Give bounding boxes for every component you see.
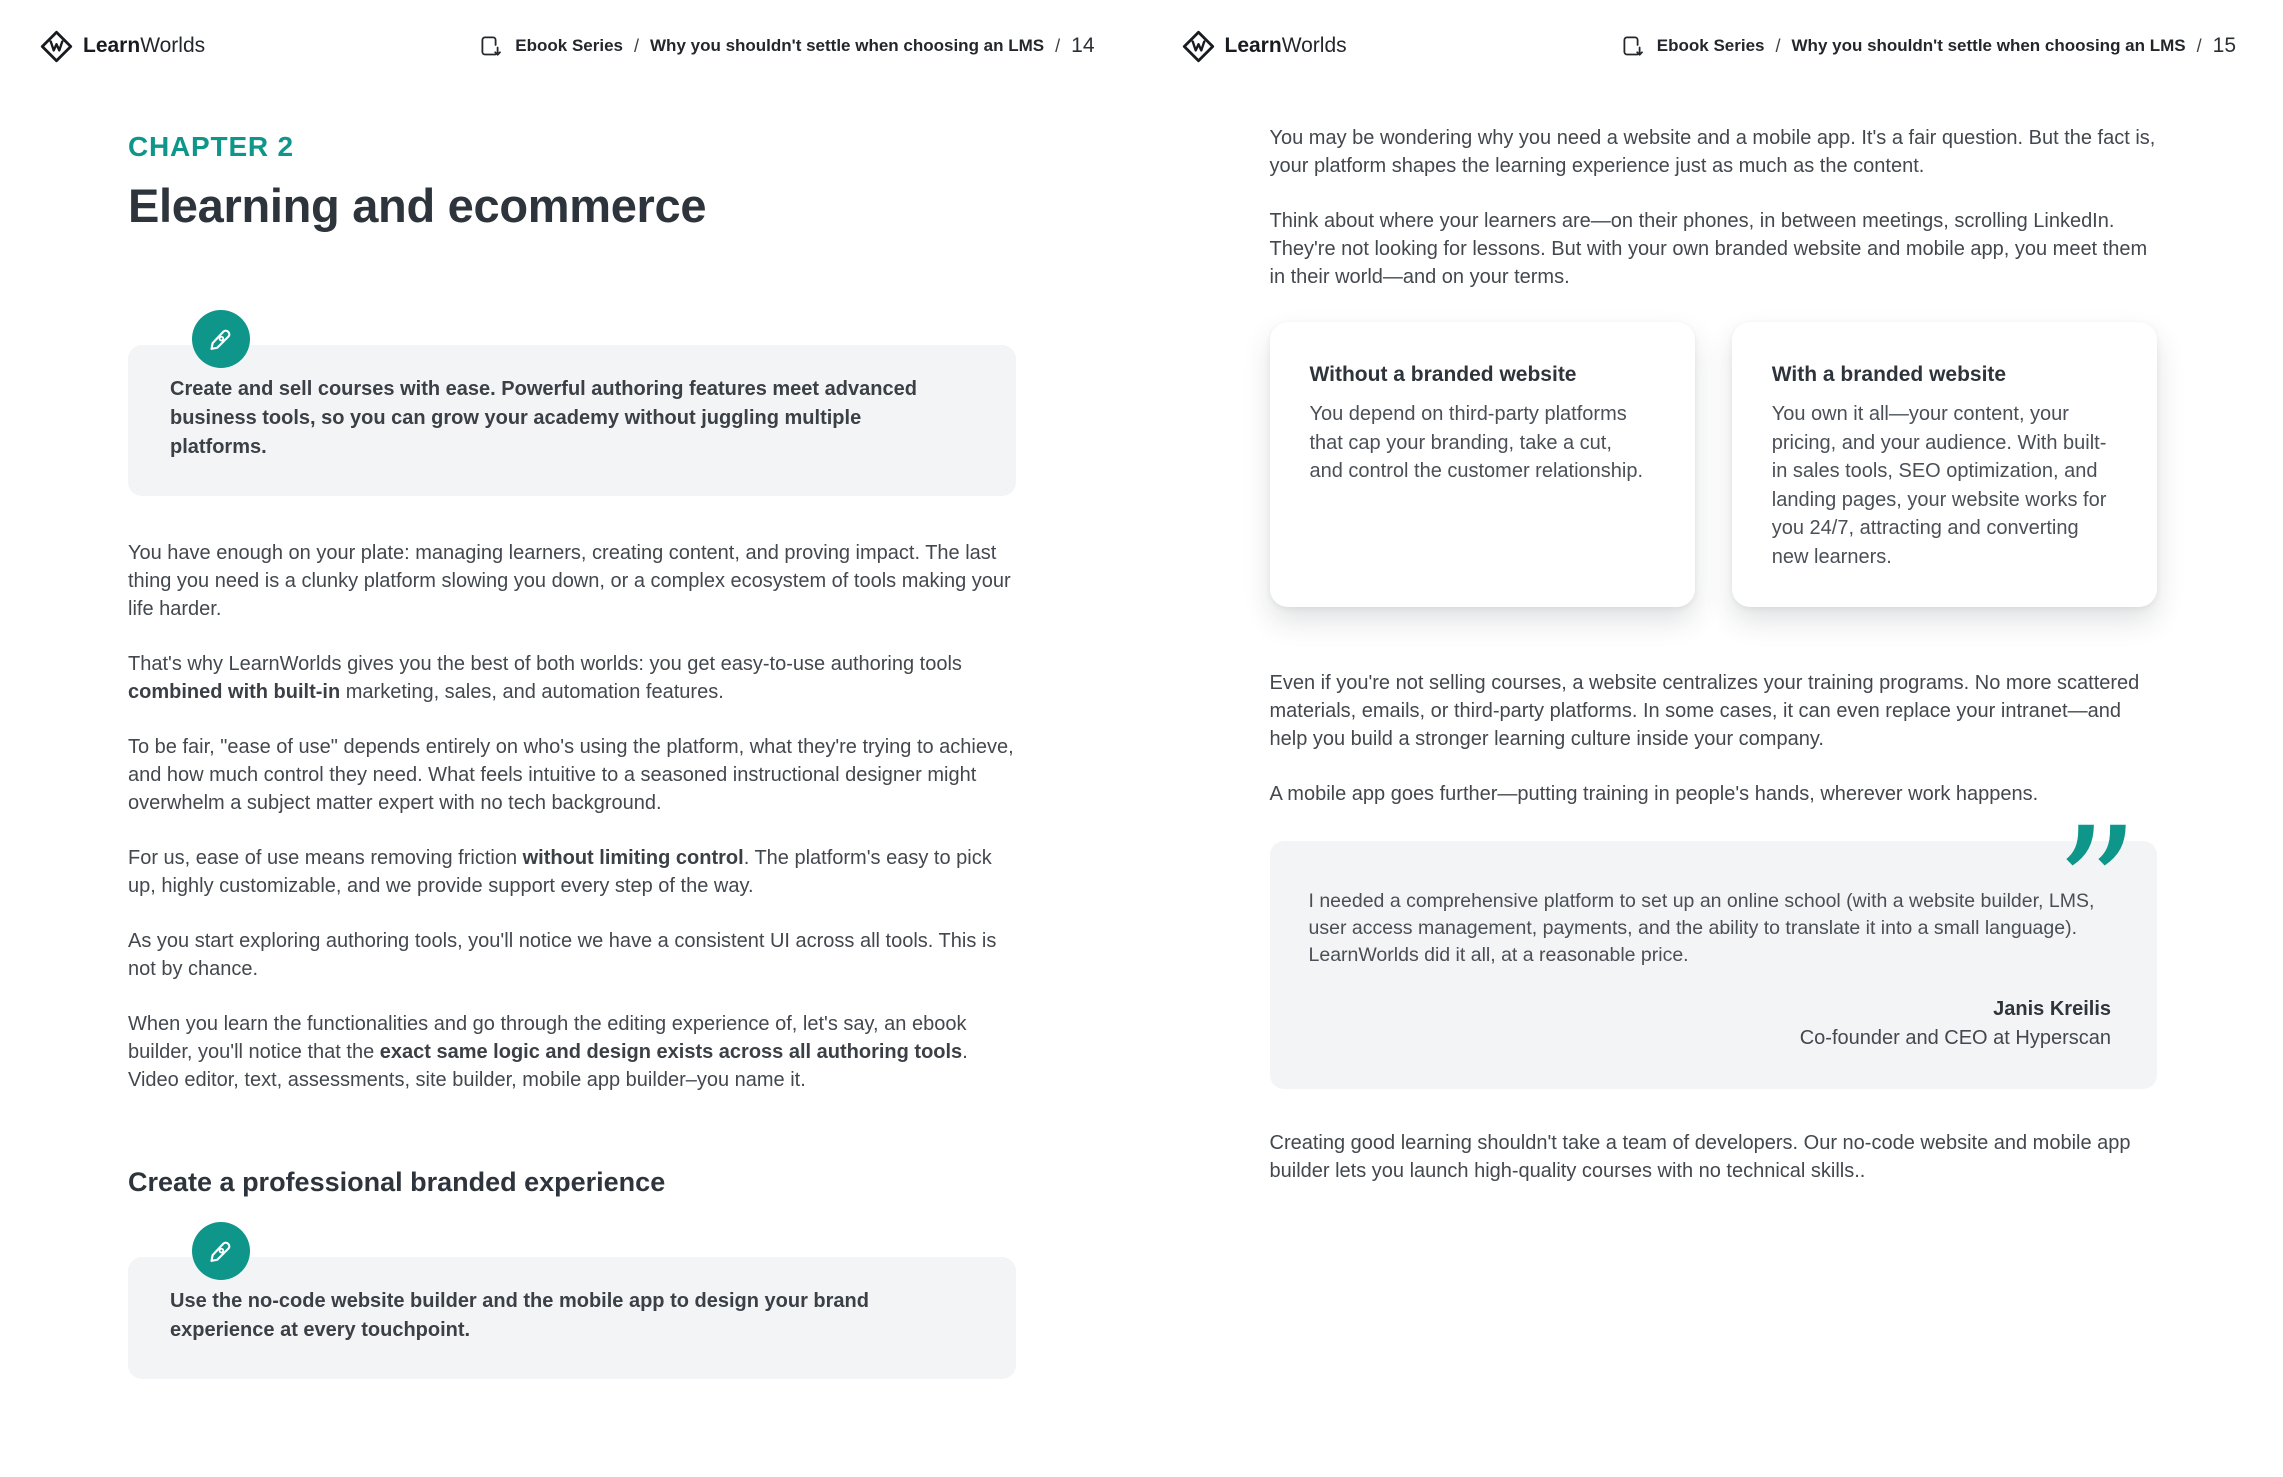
- paragraph: [128, 844, 1016, 900]
- paragraph-bold: combined with built-in: [128, 681, 341, 703]
- breadcrumb-separator: /: [1055, 35, 1061, 56]
- breadcrumb-title: Why you shouldn't settle when choosing an LMS: [650, 36, 1045, 55]
- page-header-right: [1142, 0, 2283, 66]
- quote-role: Co-founder and CEO at Hyperscan: [1799, 1027, 2111, 1049]
- left-page-content: [128, 130, 1016, 1379]
- paragraph-text: When you learn the functionalities and go through the editing experience of, let's say, an ebook builder, you'll notice that the: [128, 1013, 967, 1063]
- paragraph-text: For us, ease of use means removing friction: [128, 847, 523, 869]
- breadcrumb-title: Why you shouldn't settle when choosing an LMS: [1791, 36, 2186, 55]
- page-number: 15: [2212, 34, 2236, 57]
- breadcrumb-separator: /: [1775, 35, 1781, 56]
- paragraph: You may be wondering why you need a website and a mobile app. It's a fair question. But the fact is, your platform shapes the learning experience just as much as the content.: [1269, 127, 2156, 177]
- brand-text-light: Worlds: [140, 34, 206, 57]
- paragraph-bold: without limiting control: [522, 847, 744, 869]
- comparison-cards: [1270, 322, 2158, 607]
- paragraph-text: marketing, sales, and automation features.: [340, 681, 724, 703]
- paragraph-text: . Video editor, text, assessments, site builder, mobile app builder–you name it.: [128, 1041, 968, 1091]
- paragraph-text: . The platform's easy to pick up, highly customizable, and we provide support every step of the way.: [128, 847, 992, 897]
- pencil-icon: [206, 324, 236, 354]
- breadcrumb-series: Ebook Series: [515, 36, 623, 55]
- paragraph: [128, 539, 1016, 623]
- breadcrumb: [1620, 34, 2236, 58]
- brand-text: [1225, 34, 1347, 58]
- paragraph: Even if you're not selling courses, a website centralizes your training programs. No more scattered materials, emails, or third-party platforms. In some cases, it can even replace your intranet—and help you build a stronger learning culture inside your company.: [1269, 672, 2140, 750]
- paragraph: A mobile app goes further—putting training in people's hands, wherever work happens.: [1269, 783, 2039, 805]
- breadcrumb-separator: /: [2196, 35, 2202, 56]
- breadcrumb-series: Ebook Series: [1656, 36, 1765, 55]
- paragraph: [128, 1010, 1016, 1094]
- body-paragraphs: [128, 539, 1016, 1094]
- card-title: Without a branded website: [1309, 363, 1577, 386]
- brand-text-bold: Learn: [83, 34, 141, 57]
- paragraph-bold: exact same logic and design exists across all authoring tools: [379, 1041, 963, 1063]
- pencil-badge: [192, 310, 250, 368]
- paragraph: Think about where your learners are—on their phones, in between meetings, scrolling LinkedIn. They're not looking for lessons. But with your own branded website and mobile app, you meet them in their world—and on your terms.: [1269, 210, 2148, 288]
- card-body: You own it all—your content, your pricing, and your audience. With built-in sales tools, SEO optimization, and landing pages, your website works for you 24/7, attracting and converting new learners.: [1771, 403, 2107, 568]
- card-without-branded-website: [1270, 322, 1695, 607]
- pencil-icon: [206, 1236, 236, 1266]
- page-header-left: [0, 0, 1142, 66]
- breadcrumb-separator: /: [634, 35, 640, 56]
- paragraph: [128, 733, 1016, 817]
- brand-text-bold: Learn: [1224, 34, 1282, 57]
- paragraph-text: As you start exploring authoring tools, you'll notice we have a consistent UI across all tools. This is not by chance.: [128, 930, 997, 980]
- page-title: Elearning and ecommerce: [128, 179, 707, 232]
- callout-card-bottom: [128, 1257, 1016, 1379]
- page-number: 14: [1071, 34, 1095, 57]
- closing-paragraph: Creating good learning shouldn't take a team of developers. Our no-code website and mobile app builder lets you launch high-quality courses with no technical skills..: [1269, 1132, 2131, 1182]
- quote-author: Janis Kreilis: [1993, 998, 2111, 1020]
- quote-icon: ”: [2054, 792, 2139, 984]
- body-paragraphs: [1270, 124, 2158, 291]
- card-body: You depend on third-party platforms that cap your branding, take a cut, and control the customer relationship.: [1309, 403, 1644, 482]
- card-title: With a branded website: [1771, 363, 2007, 386]
- callout-text: Use the no-code website builder and the mobile app to design your brand experience at every touchpoint.: [170, 1290, 869, 1341]
- callout-card-top: [128, 345, 1016, 496]
- paragraph: [128, 650, 1016, 706]
- chapter-label: CHAPTER 2: [128, 131, 294, 162]
- paragraph-text: That's why LearnWorlds gives you the best of both worlds: you get easy-to-use authoring tools: [128, 653, 962, 675]
- pencil-badge: [192, 1222, 250, 1280]
- paragraph-text: To be fair, "ease of use" depends entirely on who's using the platform, what they're trying to achieve, and how much control they need. What feels intuitive to a seasoned instructional designer might overwhelm a subject matter expert with no tech background.: [128, 736, 1014, 814]
- quote-card: [1270, 841, 2158, 1089]
- quote-text: I needed a comprehensive platform to set up an online school (with a website builder, LMS, user access management, payments, and the ability to translate it into a small language). LearnWorlds did it all, at a reasonable price.: [1308, 890, 2095, 966]
- learnworlds-logo: [1182, 30, 1347, 63]
- paragraph: [128, 927, 1016, 983]
- learnworlds-diamond-icon: [40, 30, 73, 63]
- ebook-icon: [478, 34, 504, 58]
- learnworlds-logo: [40, 30, 205, 63]
- breadcrumb: [478, 34, 1094, 58]
- card-with-branded-website: [1732, 322, 2157, 607]
- ebook-icon: [1620, 34, 1646, 58]
- body-paragraphs: [1270, 669, 2158, 808]
- section-heading: Create a professional branded experience: [128, 1167, 666, 1197]
- right-page-content: [1270, 124, 2158, 1185]
- brand-text: [83, 34, 205, 58]
- closing-paragraph-wrap: [1270, 1129, 2158, 1185]
- learnworlds-diamond-icon: [1182, 30, 1215, 63]
- brand-text-light: Worlds: [1281, 34, 1347, 57]
- page-right: [1142, 0, 2283, 1477]
- callout-text: Create and sell courses with ease. Powerful authoring features meet advanced business tools, so you can grow your academy without juggling multiple platforms.: [170, 378, 917, 458]
- paragraph-text: You have enough on your plate: managing learners, creating content, and proving impact. The last thing you need is a clunky platform slowing you down, or a complex ecosystem of tools making your life harder.: [128, 542, 1011, 620]
